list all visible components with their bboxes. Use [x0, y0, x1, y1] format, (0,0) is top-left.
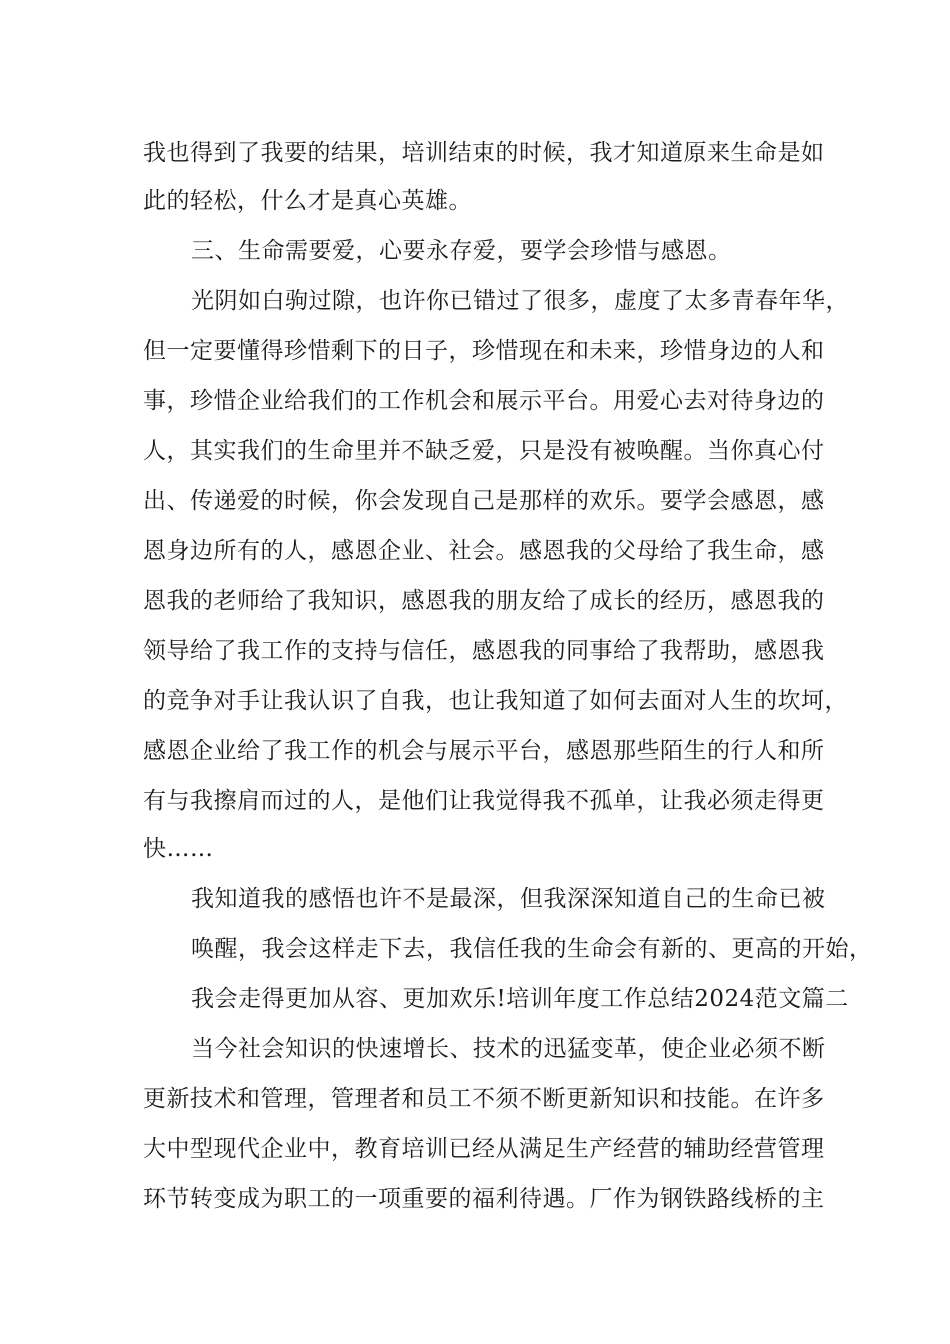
- text-line: 领导给了我工作的支持与信任，感恩我的同事给了我帮助，感恩我: [143, 638, 825, 664]
- text-line: 当今社会知识的快速增长、技术的迅猛变革，使企业必须不断: [191, 1036, 826, 1062]
- text-line: 但一定要懂得珍惜剩下的日子，珍惜现在和未来，珍惜身边的人和: [143, 338, 825, 364]
- text-line: 我也得到了我要的结果，培训结束的时候，我才知道原来生命是如: [143, 140, 825, 166]
- text-line: 我会走得更加从容、更加欢乐!培训年度工作总结2024范文篇二: [191, 986, 849, 1012]
- text-line: 恩身边所有的人，感恩企业、社会。感恩我的父母给了我生命，感: [143, 538, 825, 564]
- text-line: 光阴如白驹过隙，也许你已错过了很多，虚度了太多青春年华，: [191, 288, 849, 314]
- text-line: 此的轻松，什么才是真心英雄。: [143, 188, 472, 214]
- text-line: 大中型现代企业中，教育培训已经从满足生产经营的辅助经营管理: [143, 1136, 825, 1162]
- text-line: 恩我的老师给了我知识，感恩我的朋友给了成长的经历，感恩我的: [143, 588, 825, 614]
- text-line: 唤醒，我会这样走下去，我信任我的生命会有新的、更高的开始，: [191, 936, 873, 962]
- text-line: 环节转变成为职工的一项重要的福利待遇。厂作为钢铁路线桥的主: [143, 1186, 825, 1212]
- text-line: 人，其实我们的生命里并不缺乏爱，只是没有被唤醒。当你真心付: [143, 438, 825, 464]
- text-line: 感恩企业给了我工作的机会与展示平台，感恩那些陌生的行人和所: [143, 738, 825, 764]
- text-line: 的竞争对手让我认识了自我，也让我知道了如何去面对人生的坎坷，: [143, 688, 848, 714]
- text-line: 有与我擦肩而过的人，是他们让我觉得我不孤单，让我必须走得更: [143, 788, 825, 814]
- text-line: 我知道我的感悟也许不是最深，但我深深知道自己的生命已被: [191, 886, 826, 912]
- text-line: 事，珍惜企业给我们的工作机会和展示平台。用爱心去对待身边的: [143, 388, 825, 414]
- section-heading: 三、生命需要爱，心要永存爱，要学会珍惜与感恩。: [191, 238, 732, 264]
- text-line: 快……: [143, 836, 214, 862]
- text-line: 更新技术和管理，管理者和员工不须不断更新知识和技能。在许多: [143, 1086, 825, 1112]
- text-line: 出、传递爱的时候，你会发现自己是那样的欢乐。要学会感恩，感: [143, 488, 825, 514]
